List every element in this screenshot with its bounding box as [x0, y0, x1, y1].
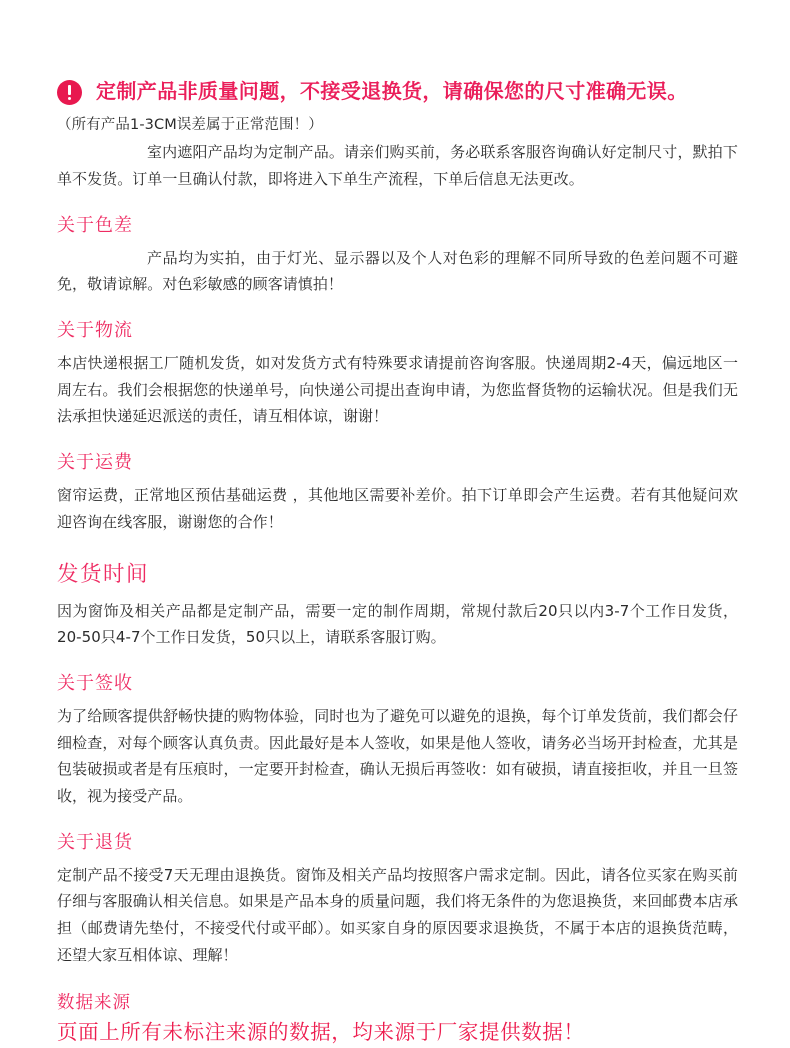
section-paragraph: 定制产品不接受7天无理由退换货。窗饰及相关产品均按照客户需求定制。因此，请各位买家在购买前仔细与客服确认相关信息。如果是产品本身的质量问题，我们将无条件的为您退换货，来回邮费本店承担（邮费请先垫付，不接受代付或平邮）。如买家自身的原因要求退换货，不属于本店的退换货范畴，还望大家互相体谅、理解！ — [57, 865, 738, 964]
section-paragraph: 因为窗饰及相关产品都是定制产品，需要一定的制作周期，常规付款后20只以内3-7个工作日发货，20-50只4-7个工作日发货，50只以上，请联系客服订购。 — [57, 601, 738, 647]
tolerance-note: （所有产品1-3CM误差属于正常范围！） — [57, 117, 323, 133]
section-heading: 关于签收 — [57, 673, 133, 694]
section-heading: 发货时间 — [57, 562, 150, 588]
exclamation-circle-icon — [57, 80, 82, 105]
section-paragraph: 为了给顾客提供舒畅快捷的购物体验，同时也为了避免可以避免的退换，每个订单发货前，我们都会仔细检查，对每个顾客认真负责。因此最好是本人签收，如果是他人签收，请务必当场开封检查，尤其是包装破损或者是有压痕时，一定要开封检查，确认无损后再签收：如有破损，请直接拒收，并且一旦签收，视为接受产品。 — [57, 707, 738, 806]
policy-section — [57, 317, 738, 430]
data-source-title: 数据来源 — [57, 992, 131, 1013]
policy-section — [57, 212, 738, 298]
section-heading: 关于物流 — [57, 319, 133, 341]
section-heading: 关于运费 — [57, 452, 133, 473]
section-paragraph: 产品均为实拍，由于灯光、显示器以及个人对色彩的理解不同所导致的色差问题不可避免，敬请谅解。对色彩敏感的顾客请慎拍！ — [57, 248, 738, 294]
warning-banner-text: 定制产品非质量问题，不接受退换货，请确保您的尺寸准确无误。 — [96, 79, 688, 103]
warning-banner — [57, 0, 738, 105]
policy-sections — [57, 212, 738, 969]
section-paragraph: 窗帘运费，正常地区预估基础运费 ，其他地区需要补差价。拍下订单即会产生运费。若有其他疑问欢迎咨询在线客服，谢谢您的合作！ — [57, 486, 738, 531]
data-source-note: 页面上所有未标注来源的数据，均来源于厂家提供数据！ — [57, 1019, 585, 1044]
policy-section — [57, 449, 738, 535]
section-heading: 关于退货 — [57, 831, 133, 853]
policy-section — [57, 829, 738, 969]
policy-section — [57, 559, 738, 651]
section-paragraph: 本店快递根据工厂随机发货，如对发货方式有特殊要求请提前咨询客服。快递周期2-4天，偏远地区一周左右。我们会根据您的快递单号，向快递公司提出查询申请，为您监督货物的运输状况。但是我们无法承担快递延迟派送的责任，请互相体谅，谢谢！ — [57, 353, 738, 426]
intro-paragraph: 室内遮阳产品均为定制产品。请亲们购买前，务必联系客服咨询确认好定制尺寸，默拍下单不发货。订单一旦确认付款，即将进入下单生产流程，下单后信息无法更改。 — [57, 143, 738, 188]
data-source-block — [57, 991, 738, 1048]
section-heading: 关于色差 — [57, 214, 133, 236]
policy-section — [57, 670, 738, 810]
